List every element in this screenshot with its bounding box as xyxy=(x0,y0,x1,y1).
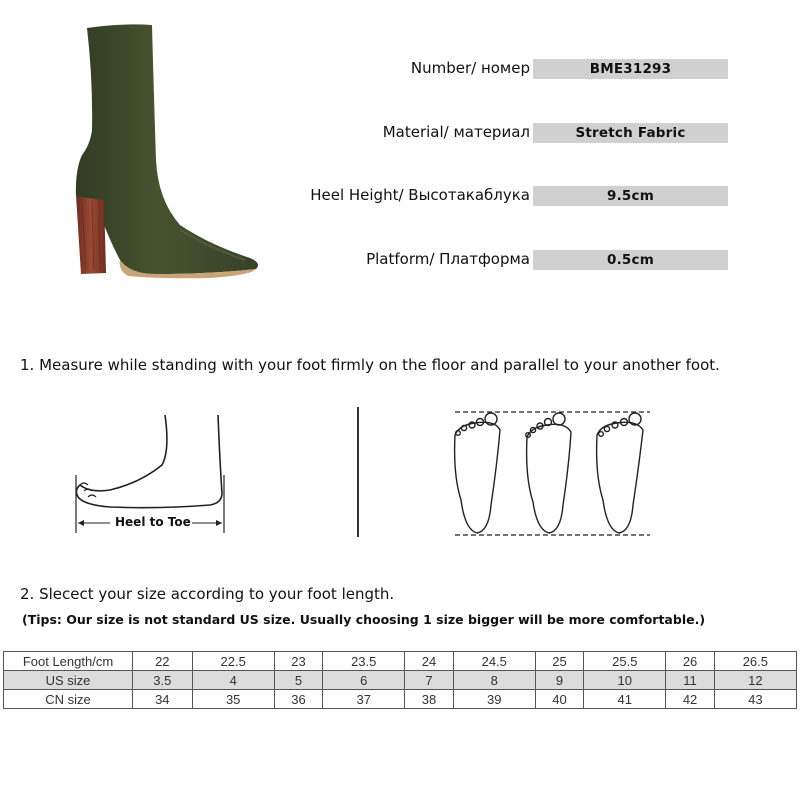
size-tips: (Tips: Our size is not standard US size. Usually choosing 1 size bigger will be more comfortable.) xyxy=(22,612,706,627)
spec-row-platform xyxy=(0,248,800,272)
table-cell: 23 xyxy=(274,652,322,671)
spec-row-material xyxy=(0,121,800,145)
row-header: CN size xyxy=(4,690,133,709)
table-cell: 26.5 xyxy=(714,652,796,671)
table-row xyxy=(4,690,797,709)
table-cell: 9 xyxy=(535,671,583,690)
table-cell: 25.5 xyxy=(584,652,666,671)
size-chart-table xyxy=(3,651,797,709)
table-cell: 42 xyxy=(666,690,714,709)
spec-value: BME31293 xyxy=(533,59,728,79)
table-cell: 36 xyxy=(274,690,322,709)
table-cell: 38 xyxy=(405,690,453,709)
table-cell: 22.5 xyxy=(192,652,274,671)
table-cell: 4 xyxy=(192,671,274,690)
table-row xyxy=(4,671,797,690)
table-cell: 24 xyxy=(405,652,453,671)
spec-label: Platform/ Платформа xyxy=(366,250,530,268)
table-cell: 23.5 xyxy=(323,652,405,671)
table-cell: 34 xyxy=(133,690,193,709)
spec-row-heel-height xyxy=(0,184,800,208)
spec-row-number xyxy=(0,57,800,81)
table-cell: 39 xyxy=(453,690,535,709)
heel-to-toe-label: Heel to Toe xyxy=(115,515,191,529)
spec-value: 0.5cm xyxy=(533,250,728,270)
table-cell: 22 xyxy=(133,652,193,671)
table-cell: 26 xyxy=(666,652,714,671)
table-cell: 11 xyxy=(666,671,714,690)
table-cell: 43 xyxy=(714,690,796,709)
table-cell: 40 xyxy=(535,690,583,709)
table-cell: 10 xyxy=(584,671,666,690)
table-cell: 37 xyxy=(323,690,405,709)
spec-label: Material/ материал xyxy=(382,123,530,141)
table-cell: 41 xyxy=(584,690,666,709)
diagram-divider xyxy=(357,407,359,537)
table-cell: 8 xyxy=(453,671,535,690)
table-cell: 6 xyxy=(323,671,405,690)
spec-label: Heel Height/ Высотакаблука xyxy=(310,186,530,204)
table-cell: 35 xyxy=(192,690,274,709)
row-header: Foot Length/cm xyxy=(4,652,133,671)
table-cell: 3.5 xyxy=(133,671,193,690)
spec-value: Stretch Fabric xyxy=(533,123,728,143)
table-cell: 7 xyxy=(405,671,453,690)
size-instruction: 2. Slecect your size according to your foot length. xyxy=(20,585,395,603)
table-row xyxy=(4,652,797,671)
feet-top-view-icon xyxy=(445,405,660,540)
row-header: US size xyxy=(4,671,133,690)
spec-value: 9.5cm xyxy=(533,186,728,206)
table-cell: 25 xyxy=(535,652,583,671)
table-cell: 5 xyxy=(274,671,322,690)
table-cell: 12 xyxy=(714,671,796,690)
spec-label: Number/ номер xyxy=(410,59,530,77)
measure-instruction: 1. Measure while standing with your foot firmly on the floor and parallel to your another foot. xyxy=(20,356,720,374)
table-cell: 24.5 xyxy=(453,652,535,671)
